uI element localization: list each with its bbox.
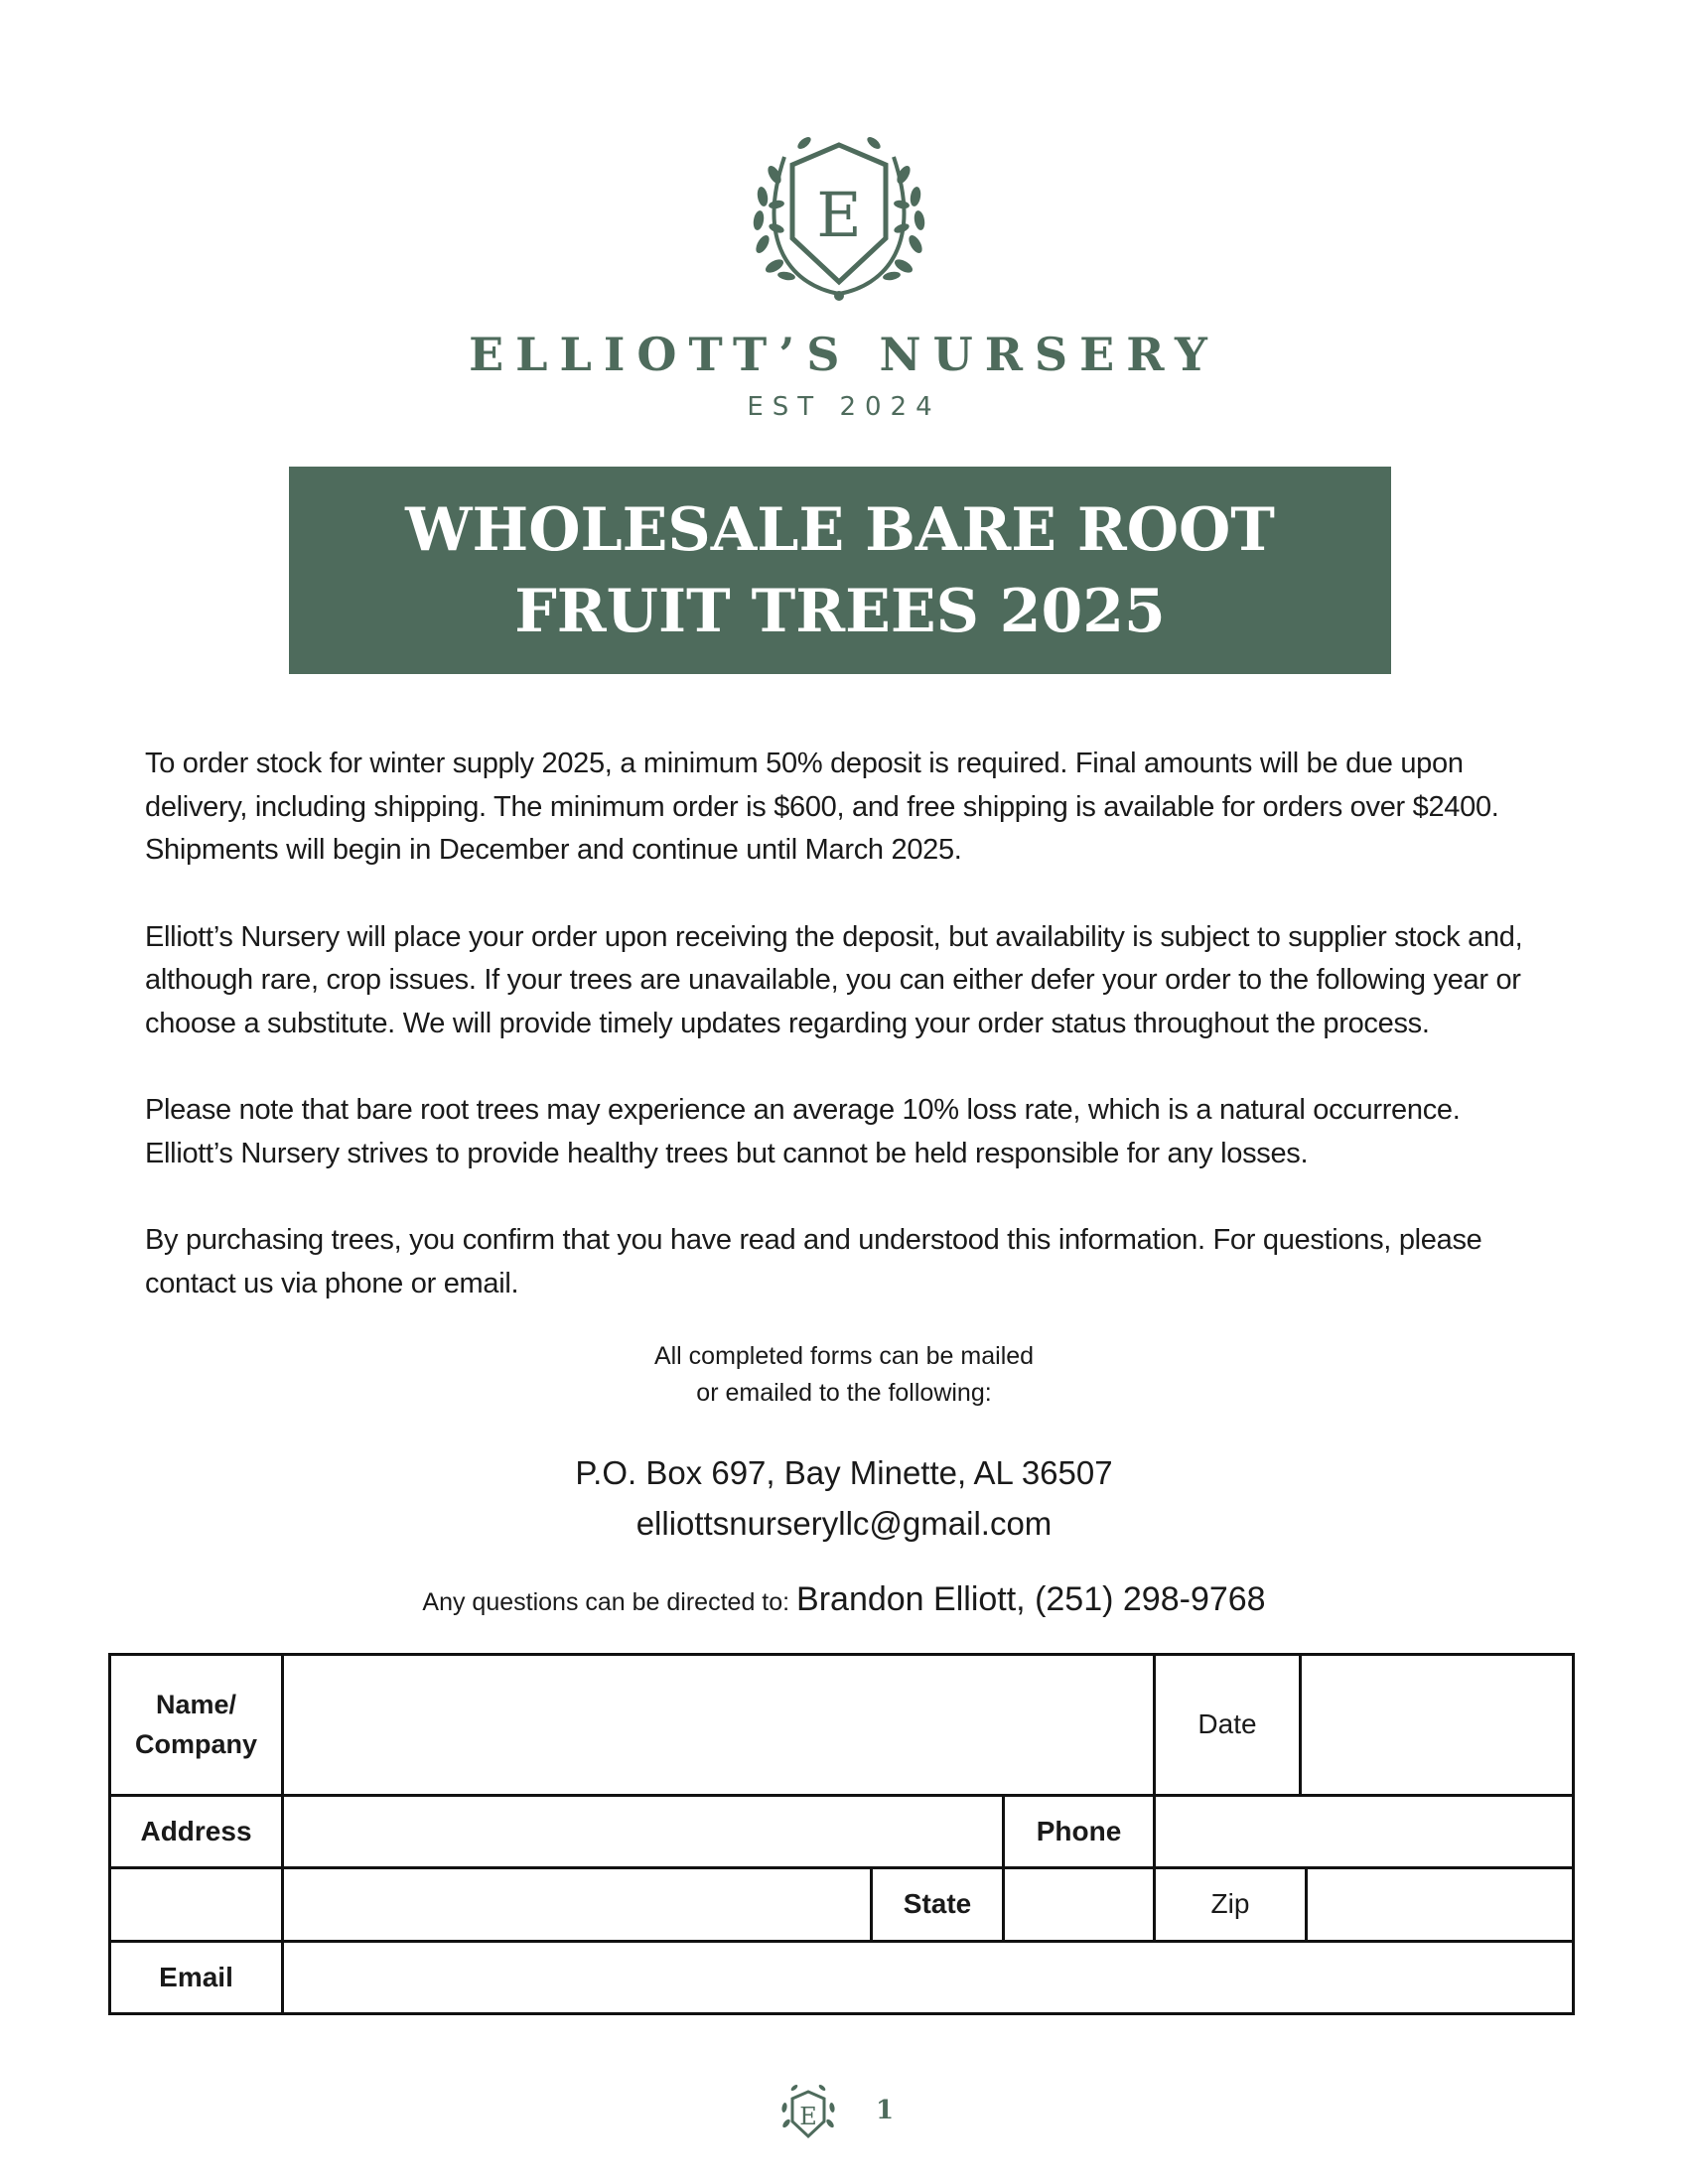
name-company-field[interactable]	[283, 1655, 1155, 1796]
brand-established: EST 2024	[747, 392, 941, 422]
email-label: Email	[110, 1941, 283, 2013]
date-field[interactable]	[1301, 1655, 1574, 1796]
terms-paragraph-loss-rate: Please note that bare root trees may experience an average 10% loss rate, which is a natural occurrence. Elliott’s Nursery strives to provide healthy trees but cannot be held responsible for any losses.	[145, 1094, 1461, 1169]
state-label: State	[872, 1868, 1004, 1941]
questions-contact-person: Brandon Elliott, (251) 298-9768	[796, 1580, 1266, 1618]
terms-paragraphs	[145, 743, 1555, 1349]
zip-field[interactable]	[1307, 1868, 1574, 1941]
city-field[interactable]	[283, 1868, 872, 1941]
terms-paragraph-confirmation: By purchasing trees, you confirm that you have read and understood this information. For questions, please contact us via phone or email.	[145, 1224, 1482, 1299]
questions-contact	[0, 1580, 1688, 1619]
page-title-banner	[289, 467, 1391, 674]
mailing-note: All completed forms can be mailed or emailed to the following:	[653, 1342, 1035, 1407]
zip-label: Zip	[1155, 1868, 1307, 1941]
postal-address: P.O. Box 697, Bay Minette, AL 36507	[575, 1454, 1113, 1491]
state-field[interactable]	[1004, 1868, 1155, 1941]
page-title-line-2: FRUIT TREES 2025	[514, 576, 1166, 646]
page-title-line-1: WHOLESALE BARE ROOT	[405, 494, 1275, 565]
footer-crest-letter: E	[799, 2103, 817, 2130]
terms-paragraph-deposit: To order stock for winter supply 2025, a minimum 50% deposit is required. Final amounts will be due upon delivery, including shipping. The minimum order is $600, and free shipping is available for orders over $2400. Shipments will begin in December and continue until March 2025.	[145, 748, 1499, 866]
terms-paragraph-availability: Elliott’s Nursery will place your order upon receiving the deposit, but availability is subject to supplier stock and, although rare, crop issues. If your trees are unavailable, you can either defer your order to the following year or choose a substitute. We will provide timely updates regarding your order status throughout the process.	[145, 920, 1523, 1039]
questions-prefix: Any questions can be directed to:	[422, 1588, 790, 1616]
phone-field[interactable]	[1155, 1795, 1574, 1867]
address-field[interactable]	[283, 1795, 1004, 1867]
address-continuation-label	[110, 1868, 283, 1941]
date-label: Date	[1155, 1655, 1301, 1796]
footer-crest-icon	[773, 2080, 844, 2151]
order-contact-form	[108, 1653, 1575, 2015]
mailing-address-block	[0, 1447, 1688, 1549]
name-company-label: Name/ Company	[110, 1655, 283, 1796]
phone-label: Phone	[1004, 1795, 1155, 1867]
email-field[interactable]	[283, 1941, 1574, 2013]
nursery-crest-logo	[715, 117, 963, 316]
brand-name: ELLIOTT’S NURSERY	[469, 328, 1219, 381]
address-label: Address	[110, 1795, 283, 1867]
contact-email[interactable]: elliottsnurseryllc@gmail.com	[635, 1505, 1053, 1542]
crest-letter: E	[816, 179, 862, 251]
page-number: 1	[876, 2096, 895, 2125]
